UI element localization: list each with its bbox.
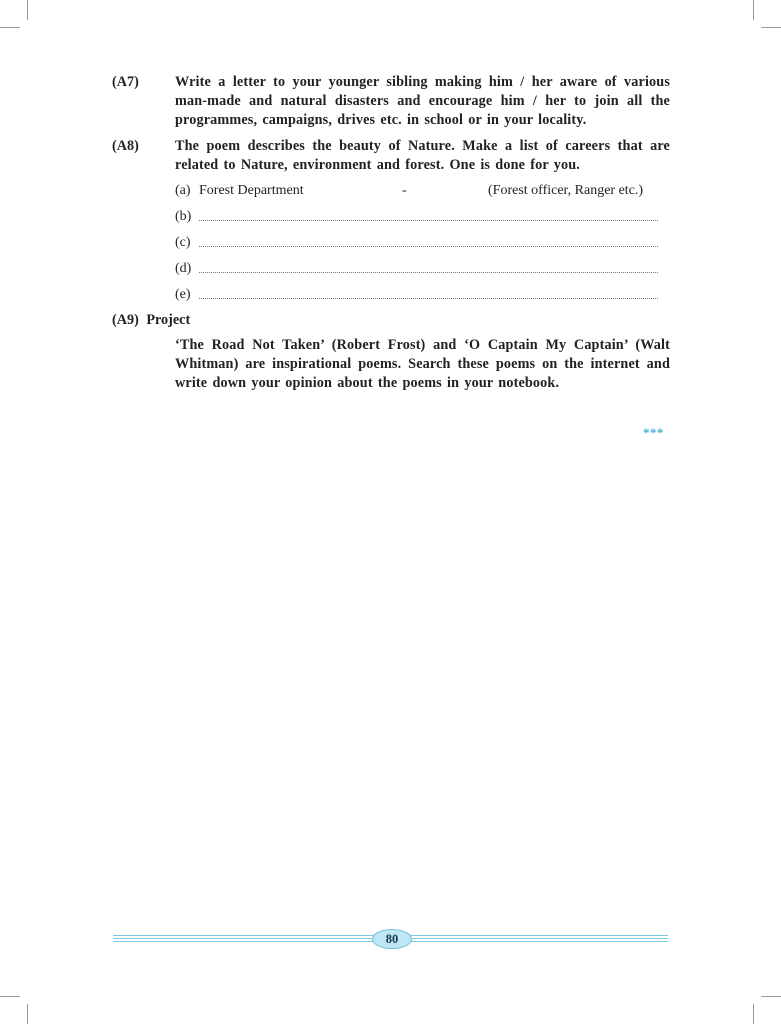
option-d [175, 260, 199, 278]
question-a7 [112, 73, 670, 130]
crop-mark [753, 1004, 754, 1024]
option-label: (d) [175, 261, 192, 276]
crop-mark [761, 27, 781, 28]
option-label: (a) [175, 183, 191, 198]
answer-blank-c[interactable] [199, 246, 658, 247]
option-label: (c) [175, 235, 191, 250]
question-text: ‘The Road Not Taken’ (Robert Frost) and ‘O Captain My Captain’ (Walt Whitman) are inspirational poems. Search these poems on the internet and write down your opinion about the poems in your notebook. [175, 337, 670, 391]
option-label: (e) [175, 287, 191, 302]
project-title: Project [146, 312, 191, 328]
end-mark: *** [643, 425, 664, 440]
page-number: 80 [372, 929, 412, 949]
example-jobs: (Forest officer, Ranger etc.) [488, 183, 644, 198]
crop-mark [753, 0, 754, 20]
option-b [175, 208, 199, 226]
option-label: (b) [175, 209, 192, 224]
option-e [175, 286, 199, 304]
question-a9 [112, 336, 670, 393]
question-label: (A9) [112, 312, 139, 328]
example-dash: - [402, 183, 407, 198]
answer-blank-b[interactable] [199, 220, 658, 221]
answer-blank-e[interactable] [199, 298, 658, 299]
answer-blank-d[interactable] [199, 272, 658, 273]
option-c [175, 234, 199, 252]
example-career: Forest Department [199, 183, 304, 198]
question-a8 [112, 137, 670, 175]
crop-mark [27, 1004, 28, 1024]
question-label: (A7) [112, 74, 139, 90]
question-text: Write a letter to your younger sibling making him / her aware of various man-made and natural disasters and encourage him / her to join all the programmes, campaigns, drives etc. in school or in your locality. [175, 74, 670, 128]
question-label: (A8) [112, 138, 139, 154]
crop-mark [27, 0, 28, 20]
question-text: The poem describes the beauty of Nature. Make a list of careers that are related to Nature, environment and forest. One is done for you. [175, 138, 670, 173]
question-a9-heading [112, 311, 670, 330]
crop-mark [0, 27, 20, 28]
option-a [175, 182, 304, 200]
crop-mark [0, 996, 20, 997]
crop-mark [761, 996, 781, 997]
